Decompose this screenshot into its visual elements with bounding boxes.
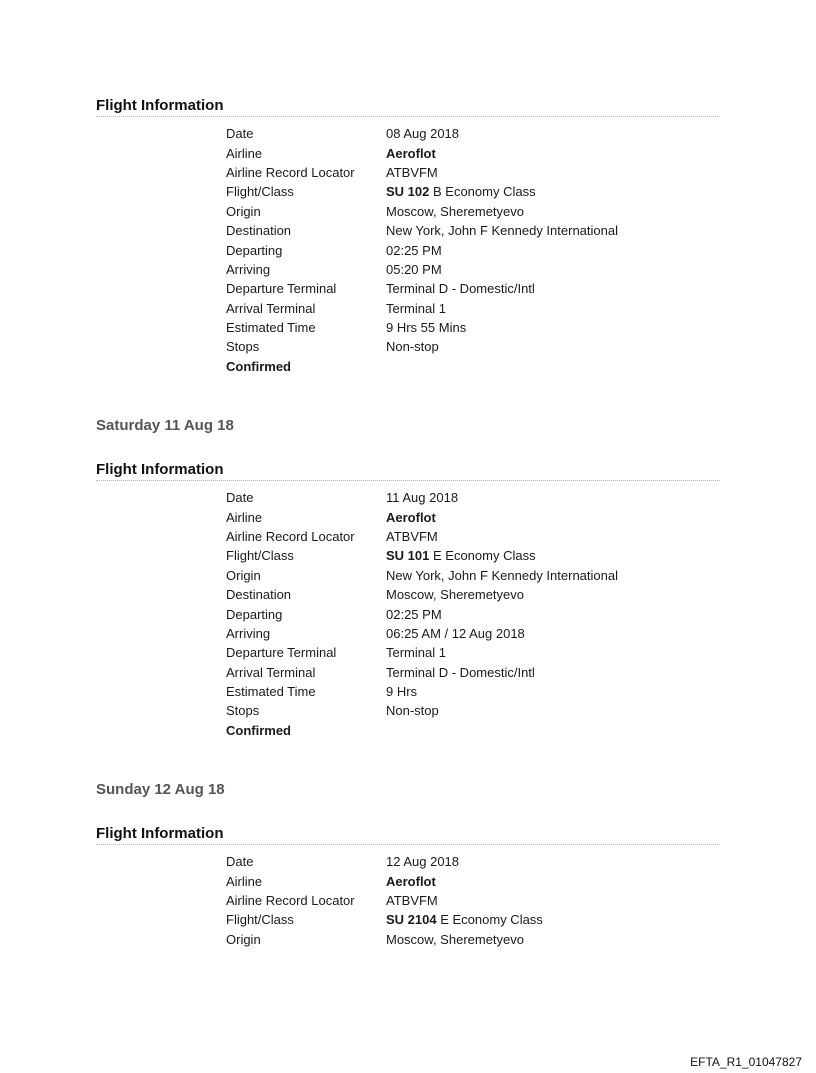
label-arrival-terminal: Arrival Terminal (226, 664, 316, 680)
row-status (226, 357, 618, 376)
row-destination (226, 585, 618, 604)
label-record-locator: Airline Record Locator (226, 164, 355, 180)
value-departure-terminal: Terminal 1 (386, 645, 446, 661)
row-arrival-terminal (226, 663, 618, 682)
label-departing: Departing (226, 242, 283, 258)
label-flight-class: Flight/Class (226, 548, 294, 564)
row-origin (226, 202, 618, 221)
document-id: EFTA_R1_01047827 (690, 1055, 802, 1069)
value-destination: Moscow, Sheremetyevo (386, 587, 525, 603)
value-record-locator: ATBVFM (386, 164, 438, 180)
row-airline (226, 143, 618, 162)
label-arrival-terminal: Arrival Terminal (226, 300, 316, 316)
day-heading-sunday: Sunday 12 Aug 18 (96, 781, 225, 798)
value-stops: Non-stop (386, 703, 439, 719)
label-date: Date (226, 126, 254, 142)
label-date: Date (226, 490, 254, 506)
value-origin: Moscow, Sheremetyevo (386, 203, 525, 219)
status-confirmed: Confirmed (226, 722, 291, 738)
row-date (226, 124, 618, 143)
row-departing (226, 604, 618, 623)
value-airline: Aeroflot (386, 509, 436, 525)
row-flight-class (226, 910, 543, 929)
row-destination (226, 221, 618, 240)
label-airline: Airline (226, 873, 263, 889)
value-destination: New York, John F Kennedy International (386, 223, 618, 239)
value-flight-class (386, 184, 536, 199)
status-confirmed: Confirmed (226, 358, 291, 374)
label-origin: Origin (226, 567, 261, 583)
row-arriving (226, 624, 618, 643)
flight-details-2 (226, 488, 618, 740)
label-departing: Departing (226, 606, 283, 622)
value-record-locator: ATBVFM (386, 528, 438, 544)
label-date: Date (226, 854, 254, 870)
label-airline: Airline (226, 145, 263, 161)
label-record-locator: Airline Record Locator (226, 528, 355, 544)
value-flight-class (386, 912, 543, 927)
label-departure-terminal: Departure Terminal (226, 281, 337, 297)
row-status (226, 721, 618, 740)
value-arriving: 05:20 PM (386, 261, 442, 277)
row-record-locator (226, 163, 618, 182)
value-date: 11 Aug 2018 (386, 490, 459, 506)
label-origin: Origin (226, 931, 261, 947)
flight-details-3 (226, 852, 543, 949)
flight-class: E Economy Class (440, 912, 543, 928)
row-record-locator (226, 891, 543, 910)
row-departing (226, 240, 618, 259)
day-heading-saturday: Saturday 11 Aug 18 (96, 417, 234, 434)
label-origin: Origin (226, 203, 261, 219)
row-airline (226, 871, 543, 890)
value-stops: Non-stop (386, 339, 439, 355)
row-departure-terminal (226, 279, 618, 298)
value-estimated-time: 9 Hrs (386, 684, 418, 700)
row-estimated-time (226, 318, 618, 337)
row-flight-class (226, 546, 618, 565)
label-estimated-time: Estimated Time (226, 684, 316, 700)
label-estimated-time: Estimated Time (226, 320, 316, 336)
section-title-flight-3: Flight Information (96, 825, 720, 845)
row-flight-class (226, 182, 618, 201)
row-stops (226, 337, 618, 356)
value-origin: Moscow, Sheremetyevo (386, 931, 525, 947)
value-record-locator: ATBVFM (386, 892, 438, 908)
value-arrival-terminal: Terminal 1 (386, 300, 446, 316)
row-stops (226, 701, 618, 720)
section-title-flight-1: Flight Information (96, 97, 720, 117)
value-date: 08 Aug 2018 (386, 126, 460, 142)
row-date (226, 488, 618, 507)
section-title-flight-2: Flight Information (96, 461, 720, 481)
label-destination: Destination (226, 223, 292, 239)
row-departure-terminal (226, 643, 618, 662)
label-arriving: Arriving (226, 625, 271, 641)
flight-number: SU 102 (386, 184, 430, 200)
row-arrival-terminal (226, 299, 618, 318)
value-airline: Aeroflot (386, 873, 436, 889)
flight-class: B Economy Class (433, 184, 536, 200)
label-arriving: Arriving (226, 261, 271, 277)
value-date: 12 Aug 2018 (386, 854, 460, 870)
row-airline (226, 507, 618, 526)
value-airline: Aeroflot (386, 145, 436, 161)
value-arriving: 06:25 AM / 12 Aug 2018 (386, 625, 525, 641)
flight-number: SU 2104 (386, 912, 437, 928)
row-date (226, 852, 543, 871)
value-arrival-terminal: Terminal D - Domestic/Intl (386, 664, 535, 680)
flight-details-1 (226, 124, 618, 376)
value-departure-terminal: Terminal D - Domestic/Intl (386, 281, 535, 297)
value-departing: 02:25 PM (386, 606, 442, 622)
flight-number: SU 101 (386, 548, 430, 564)
value-estimated-time: 9 Hrs 55 Mins (386, 320, 467, 336)
row-origin (226, 930, 543, 949)
label-departure-terminal: Departure Terminal (226, 645, 337, 661)
label-destination: Destination (226, 587, 292, 603)
flight-class: E Economy Class (433, 548, 536, 564)
label-flight-class: Flight/Class (226, 184, 294, 200)
row-origin (226, 566, 618, 585)
label-stops: Stops (226, 703, 260, 719)
label-airline: Airline (226, 509, 263, 525)
label-stops: Stops (226, 339, 260, 355)
row-estimated-time (226, 682, 618, 701)
value-departing: 02:25 PM (386, 242, 442, 258)
label-record-locator: Airline Record Locator (226, 892, 355, 908)
label-flight-class: Flight/Class (226, 912, 294, 928)
value-flight-class (386, 548, 536, 563)
row-record-locator (226, 527, 618, 546)
row-arriving (226, 260, 618, 279)
value-origin: New York, John F Kennedy International (386, 567, 618, 583)
